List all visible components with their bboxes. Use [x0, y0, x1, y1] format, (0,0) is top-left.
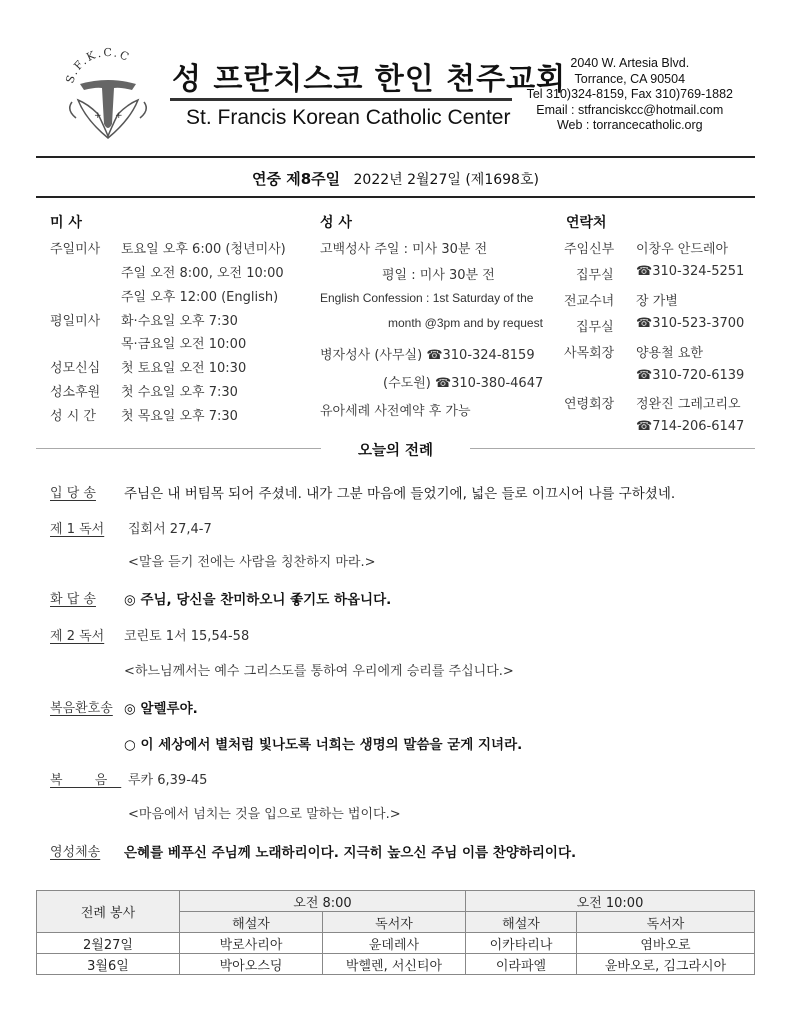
header-rule: [36, 156, 755, 158]
contact-label: 주임신부: [564, 242, 615, 257]
mass-time: 첫 목요일 오후 7:30: [121, 409, 238, 424]
logo-text: S.F.K.C.C: [63, 45, 133, 86]
responsorial-psalm: ◎ 주님, 당신을 찬미하오니 좋기도 하옵니다.: [124, 592, 392, 608]
city-line: Torrance, CA 90504: [574, 71, 686, 86]
commentator-header: 해설자: [180, 912, 323, 933]
first-reading: 집회서 27,4-7: [128, 522, 212, 537]
contact-label: 연령회장: [564, 397, 615, 412]
lector-header: 독서자: [577, 912, 755, 933]
confession-sunday: 고백성사 주일 : 미사 30분 전: [320, 242, 488, 257]
parish-logo: [58, 40, 158, 140]
second-reading: 코린토 1서 15,54-58: [124, 629, 250, 644]
mass-time: 화·수요일 오후 7:30: [121, 314, 238, 329]
contact-label: 전교수녀: [564, 294, 615, 309]
table-row: [37, 954, 755, 975]
table-header-row: [37, 891, 755, 912]
schedule-date: 2월27일: [37, 933, 180, 954]
gospel-label: 복 음: [50, 773, 122, 788]
address-line: 2040 W. Artesia Blvd.: [570, 56, 690, 70]
communion-label: 영성체송: [50, 845, 101, 860]
entrance-label: 입 당 송: [50, 486, 96, 501]
lector-header: 독서자: [323, 912, 466, 933]
mass-label: 성 시 간: [50, 409, 96, 424]
gospel-reading: 루카 6,39-45: [128, 773, 208, 788]
sacraments-heading: 성 사: [320, 215, 352, 231]
contact-info: [527, 56, 733, 134]
contact-value: 양용철 요한: [636, 346, 703, 361]
english-confession-cont: month @3pm and by request: [388, 316, 543, 330]
mass-label: 성모신심: [50, 361, 101, 376]
contact-value: 정완진 그레고리오: [636, 397, 741, 412]
english-confession: English Confession : 1st Saturday of the: [320, 291, 534, 305]
mass-label: 주일미사: [50, 242, 101, 257]
gospel-summary: <마음에서 넘치는 것을 입으로 말하는 법이다.>: [128, 807, 401, 822]
mass-heading: 미 사: [50, 215, 82, 231]
mass-time: 주일 오전 8:00, 오전 10:00: [121, 266, 284, 281]
mass-time: 첫 수요일 오후 7:30: [121, 385, 238, 400]
alleluia-label: 복음환호송: [50, 701, 113, 716]
week-line: [0, 168, 791, 189]
week-name: 연중 제8주일: [252, 170, 341, 188]
email-line: Email : stfranciskcc@hotmail.com: [536, 102, 724, 117]
ministry-schedule-table: [36, 890, 755, 975]
commentator-name: 이라파엘: [466, 954, 577, 975]
liturgy-title: 오늘의 전례: [357, 443, 434, 459]
schedule-date: 3월6일: [37, 954, 180, 975]
communion-antiphon: 은혜를 베푸신 주님께 노래하리이다. 지극히 높으신 주님 이름 찬양하리이다.: [124, 845, 577, 861]
contact-label: 사목회장: [564, 346, 615, 361]
anointing-office: 병자성사 (사무실) ☎310-324-8159: [320, 348, 535, 363]
second-reading-summary: <하느님께서는 예수 그리스도를 통하여 우리에게 승리를 주십니다.>: [124, 664, 514, 679]
gospel-acclamation: ◎ 알렐루야.: [124, 701, 198, 717]
title-divider: [170, 98, 512, 101]
commentator-name: 박로사리아: [180, 933, 323, 954]
mass-8am-header: 오전 8:00: [180, 891, 466, 912]
svg-text:S.F.K.C.C: [63, 46, 132, 85]
mass-time: 주일 오후 12:00 (English): [121, 290, 279, 305]
commentator-header: 해설자: [466, 912, 577, 933]
first-reading-summary: <말을 듣기 전에는 사람을 칭찬하지 마라.>: [128, 555, 376, 570]
second-reading-label: 제 2 독서: [50, 629, 105, 644]
schedule-corner: 전례 봉사: [37, 891, 180, 933]
entrance-antiphon: 주님은 내 버팀목 되어 주셨네. 내가 그분 마음에 들었기에, 넓은 들로 이끄시어 나를 구하셨네.: [124, 486, 676, 502]
liturgy-rule-right: [470, 448, 755, 449]
contact-value: ☎310-324-5251: [636, 264, 745, 279]
web-line: Web : torrancecatholic.org: [556, 118, 703, 132]
mass-time: 토요일 오후 6:00 (청년미사): [121, 242, 286, 257]
contact-value: ☎310-720-6139: [636, 368, 745, 383]
parish-name-korean: 성 프란치스코 한인 천주교회: [172, 62, 567, 97]
commentator-name: 박아오스딩: [180, 954, 323, 975]
anointing-convent: (수도원) ☎310-380-4647: [383, 376, 544, 391]
contact-label: 집무실: [576, 268, 614, 283]
week-date: 2022년 2월27일 (제1698호): [353, 172, 539, 188]
acclamation-verse: ○ 이 세상에서 별처럼 빛나도록 너희는 생명의 말씀을 굳게 지녀라.: [124, 737, 523, 753]
contact-value: 이창우 안드레아: [636, 242, 729, 257]
psalm-label: 화 답 송: [50, 592, 96, 607]
week-rule: [36, 196, 755, 198]
table-row: [37, 933, 755, 954]
mass-10am-header: 오전 10:00: [466, 891, 755, 912]
mass-time: 목·금요일 오전 10:00: [121, 337, 247, 352]
mass-label: 평일미사: [50, 314, 101, 329]
contact-value: 장 가별: [636, 294, 678, 309]
svg-text:+: +: [94, 111, 102, 121]
lector-name: 윤데레사: [323, 933, 466, 954]
infant-baptism: 유아세례 사전예약 후 가능: [320, 404, 471, 419]
contact-label: 집무실: [576, 320, 614, 335]
first-reading-label: 제 1 독서: [50, 522, 105, 537]
lector-name: 염바오로: [577, 933, 755, 954]
parish-name-english: St. Francis Korean Catholic Center: [186, 106, 511, 129]
contact-value: ☎714-206-6147: [636, 419, 745, 434]
commentator-name: 이카타리나: [466, 933, 577, 954]
lector-name: 박헬렌, 서신티아: [323, 954, 466, 975]
svg-text:+: +: [115, 111, 123, 121]
confession-weekday: 평일 : 미사 30분 전: [382, 268, 495, 283]
phone-fax-line: Tel 310)324-8159, Fax 310)769-1882: [526, 87, 733, 101]
contacts-heading: 연락처: [566, 215, 607, 231]
mass-time: 첫 토요일 오전 10:30: [121, 361, 247, 376]
mass-label: 성소후원: [50, 385, 101, 400]
lector-name: 윤바오로, 김그라시아: [577, 954, 755, 975]
contact-value: ☎310-523-3700: [636, 316, 745, 331]
